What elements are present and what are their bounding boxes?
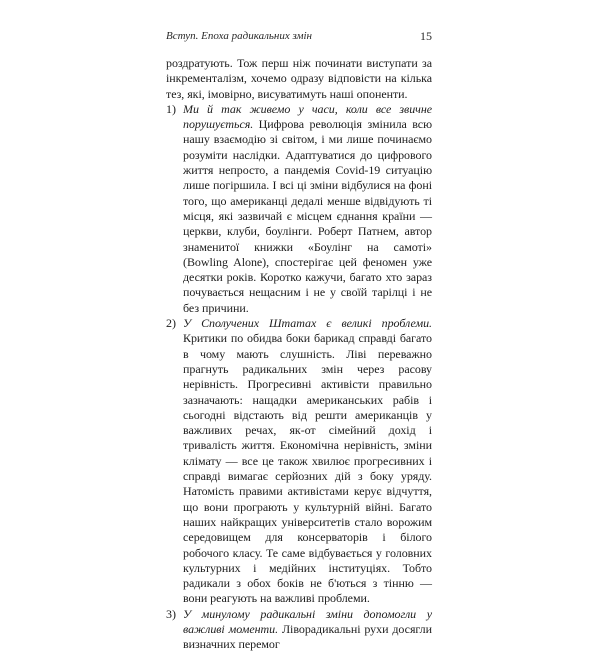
list-item-body: Ліворадикальні рухи досягли визначних перемог [183, 621, 432, 652]
list-item-body: Цифрова революція змінила всю нашу взаємодію зі світом, і ми лише починаємо розуміти наслідки. Адаптуватися до цифрового життя непросто, а пандемія Covid-19 ситуацію лише погіршила. І всі ці зміни відбулися на фоні того, що американці дедалі менше відвідують ті місця, які зазвичай є місцем єднання країни — церкви, клуби, боулінги. Роберт Патнем, автор знаменитої книжки «Боулінг на самоті» (Bowling Alone), спостерігає цей феномен уже десятки років. Коротко кажучи, багато хто зараз почувається нещасним і не у своїй тарілці і не без причини. [183, 117, 432, 315]
list-item-3 [166, 607, 432, 653]
intro-paragraph: роздратують. Тож перш ніж починати виступати за інкременталізм, хочемо одразу відповісти на кілька тез, які, імовірно, висуватимуть наші опоненти. [166, 56, 432, 101]
list-item-number: 3) [166, 606, 176, 621]
list-item-number: 1) [166, 101, 176, 116]
body-text [166, 56, 432, 653]
list-item-number: 2) [166, 316, 176, 331]
page-number: 15 [420, 29, 432, 43]
list-item-1 [166, 102, 432, 316]
list-item-body: Критики по обидва боки барикад справді багато в чому мають слушність. Ліві переважно прагнуть радикальних змін через расову нерівність. Прогресивні активісти правильно зазначають: нащадки американських рабів і сьогодні відстають від решти американців у важливих речах, як-от сімейний дохід і тривалість життя. Економічна нерівність, зміни клімату — все це також хвилює прогресивних і справді вимагає серйозних дій з боку уряду. Натомість правими активістами керує відчуття, що вони програють у культурній війні. Багато наших найкращих університетів стало ворожим середовищем для консерваторів і білого робочого класу. Те саме відбувається у головних культурних і медійних інституціях. Тобто радикали з обох боків не б'ються з тінню — вони реагують на важливі проблеми. [183, 331, 432, 606]
list-item-lead: У Сполучених Штатах є великі проблеми. [183, 316, 432, 331]
list-item-lead: Ми й так живемо у часи, коли все звичне порушується. [183, 101, 432, 132]
list-item-2 [166, 316, 432, 607]
list-item-lead: У минулому радикальні зміни допомогли у важливі моменти. [183, 606, 432, 636]
running-head: Вступ. Епоха радикальних змін [166, 30, 313, 42]
